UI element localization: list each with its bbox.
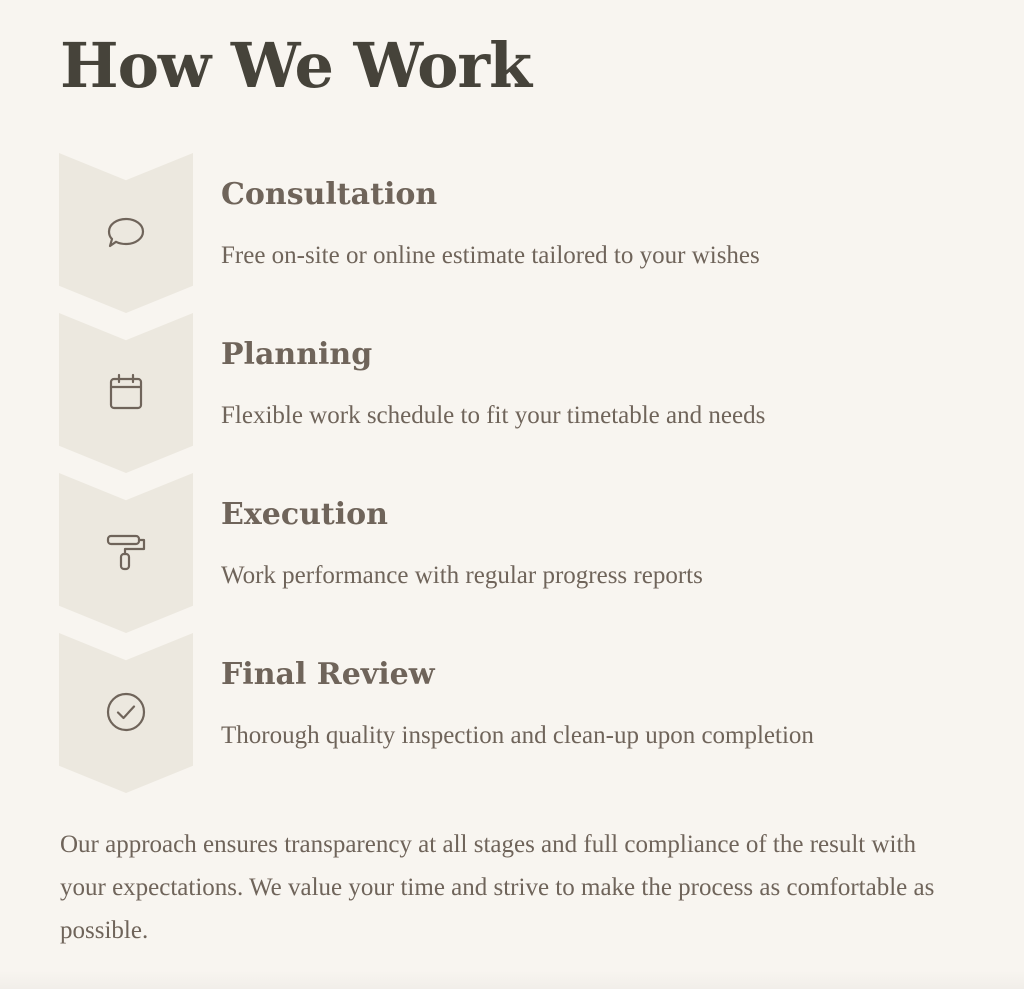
step-execution — [0, 473, 1024, 633]
step-title: Consultation — [221, 177, 438, 212]
step-final-review — [0, 633, 1024, 793]
paint-roller-icon — [105, 531, 147, 573]
step-description: Thorough quality inspection and clean-up upon completion — [221, 722, 814, 749]
bottom-edge — [0, 971, 1024, 989]
step-description: Flexible work schedule to fit your timetable and needs — [221, 402, 766, 429]
check-circle-icon — [105, 691, 147, 733]
calendar-icon — [105, 371, 147, 413]
step-title: Execution — [221, 497, 388, 532]
step-title: Planning — [221, 337, 373, 372]
closing-paragraph: Our approach ensures transparency at all stages and full compliance of the result with your expectations. We value your time and strive to make the process as comfortable as possible. — [60, 831, 935, 944]
step-consultation — [0, 153, 1024, 313]
chat-bubble-icon — [105, 211, 147, 253]
page-title: How We Work — [60, 29, 532, 102]
step-planning — [0, 313, 1024, 473]
step-title: Final Review — [221, 657, 435, 692]
step-description: Free on-site or online estimate tailored to your wishes — [221, 242, 760, 269]
step-description: Work performance with regular progress reports — [221, 562, 703, 589]
